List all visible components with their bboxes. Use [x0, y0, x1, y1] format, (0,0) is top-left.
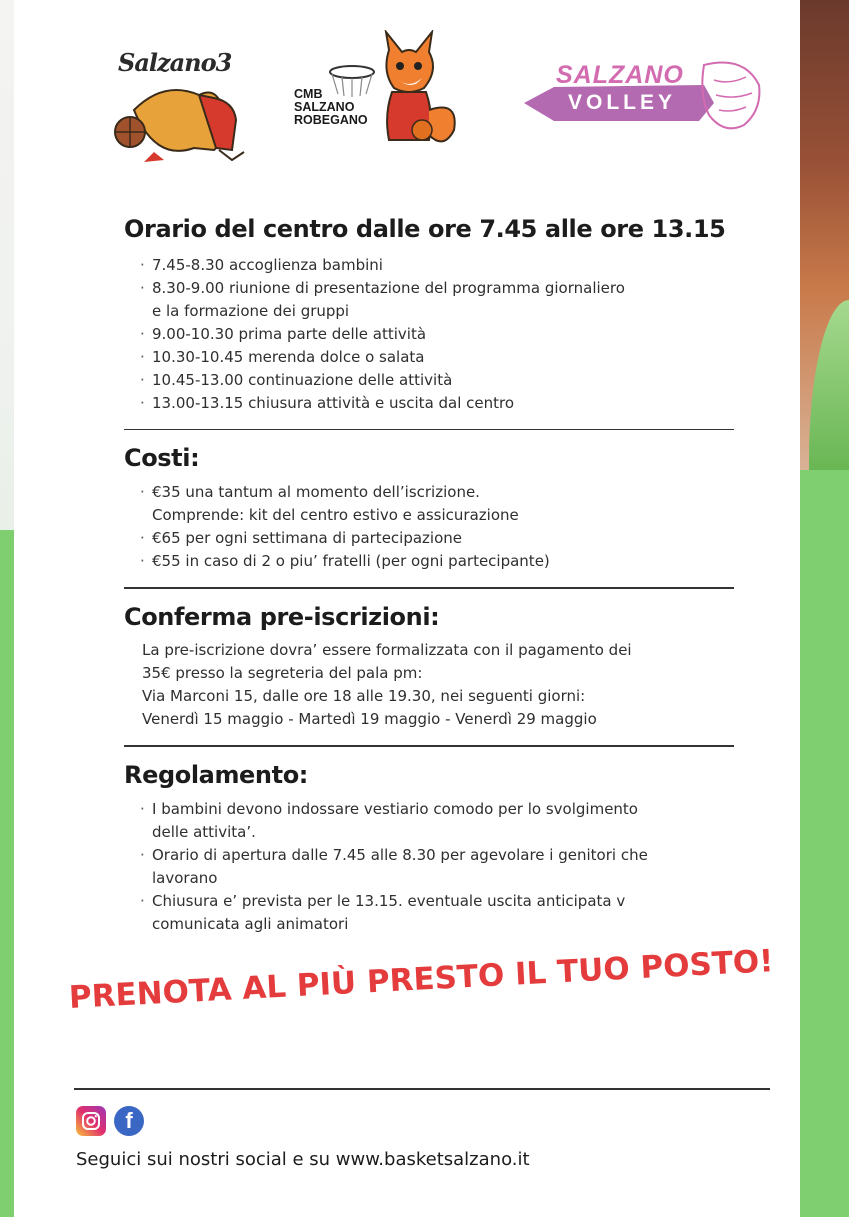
- salzano3-logo: [104, 40, 264, 165]
- content-body: [124, 215, 734, 936]
- list-item: · Orario di apertura dalle 7.45 alle 8.30 per agevolare i genitori che lavorano: [142, 844, 734, 890]
- facebook-icon[interactable]: f: [114, 1106, 144, 1136]
- background-right-green: [799, 470, 849, 1217]
- costi-list: [124, 481, 734, 573]
- list-item: · €35 una tantum al momento dell’iscrizione. Comprende: kit del centro estivo e assicurazione: [142, 481, 734, 527]
- section-title-conferma: Conferma pre-iscrizioni:: [124, 602, 440, 631]
- section-title-regolamento: Regolamento:: [124, 760, 308, 789]
- salzano3-logo-text: Salzano3: [118, 48, 232, 77]
- footer-divider: [74, 1088, 770, 1090]
- list-item: · 8.30-9.00 riunione di presentazione del programma giornaliero e la formazione dei gruppi: [142, 277, 734, 323]
- list-item: · 9.00-10.30 prima parte delle attività: [142, 323, 734, 346]
- section-divider: [124, 429, 734, 431]
- instagram-icon[interactable]: [76, 1106, 106, 1136]
- cmb-logo-text: CMB SALZANO ROBEGANO: [294, 87, 368, 127]
- list-item: · Chiusura e’ prevista per le 13.15. eventuale uscita anticipata v comunicata agli animatori: [142, 890, 734, 936]
- list-item: · €65 per ogni settimana di partecipazione: [142, 527, 734, 550]
- list-item: · €55 in caso di 2 o piu’ fratelli (per ogni partecipante): [142, 550, 734, 573]
- volley-logo-top-text: SALZANO: [556, 61, 684, 89]
- section-regolamento: [124, 761, 734, 936]
- regolamento-list: [124, 798, 734, 936]
- section-title-costi: Costi:: [124, 444, 200, 473]
- section-title-orario: Orario del centro dalle ore 7.45 alle ore 13.15: [124, 215, 726, 243]
- logo-bar: [14, 30, 800, 170]
- list-item: · 10.30-10.45 merenda dolce o salata: [142, 346, 734, 369]
- follow-text: Seguici sui nostri social e su www.basketsalzano.it: [76, 1149, 530, 1170]
- list-item: · 13.00-13.15 chiusura attività e uscita dal centro: [142, 392, 734, 415]
- list-item: · 10.45-13.00 continuazione delle attività: [142, 369, 734, 392]
- section-divider: [124, 587, 734, 589]
- section-costi: [124, 444, 734, 588]
- orario-list: [124, 254, 734, 415]
- section-divider: [124, 745, 734, 747]
- cmb-salzano-robegano-logo: [294, 30, 464, 160]
- volley-logo-bottom-text: VOLLEY: [568, 91, 677, 114]
- list-item: · 7.45-8.30 accoglienza bambini: [142, 254, 734, 277]
- section-orario: [124, 215, 734, 430]
- flyer-card: [14, 0, 800, 1217]
- conferma-paragraph: La pre-iscrizione dovra’ essere formalizzata con il pagamento dei 35€ presso la segreteria del pala pm: Via Marconi 15, dalle ore 18 alle 19.30, nei seguenti giorni: Venerdì 15 maggio - Martedì 19 maggio - Venerdì 29 maggio: [142, 641, 632, 729]
- section-conferma: [124, 603, 734, 747]
- cta-banner: PRENOTA AL PIÙ PRESTO IL TUO POSTO!: [68, 943, 775, 1016]
- social-icons: [76, 1106, 144, 1136]
- salzano-volley-logo: [514, 55, 764, 135]
- list-item: · I bambini devono indossare vestiario comodo per lo svolgimento delle attivita’.: [142, 798, 734, 844]
